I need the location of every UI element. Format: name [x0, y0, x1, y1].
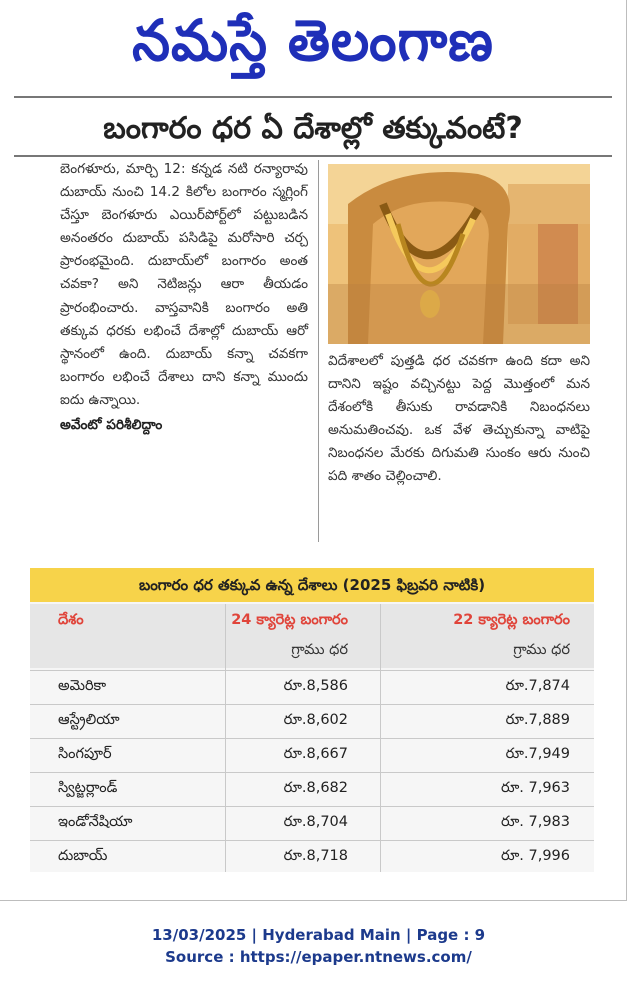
- unit-24-carat: గ్రాము ధర: [291, 642, 348, 658]
- price-24k-cell: రూ.8,586: [283, 678, 348, 694]
- country-cell: సింగపూర్: [58, 746, 112, 762]
- article-left-column: [60, 158, 308, 437]
- price-24k-cell: రూ.8,682: [283, 780, 348, 796]
- article-headline: బంగారం ధర ఏ దేశాల్లో తక్కువంటే?: [103, 111, 523, 146]
- country-cell: ఇండోనేషియా: [58, 814, 133, 830]
- price-22k-cell: రూ.7,874: [505, 678, 570, 694]
- article-right-text: విదేశాలలో పుత్తడి ధర చవకగా ఉంది కదా అని దానిని ఇష్టం వచ్చినట్టు పెద్ద మొత్తంలో మన దేశంలోకి తీసుకు రావడానికి నిబంధనలు అనుమతించవు. ఒక వేళ తెచ్చుకున్నా వాటిపై నిబంధనల మేరకు దిగుమతి సుంకం ఆరు నుంచి పది శాతం చెల్లించాలి.: [328, 353, 590, 485]
- table-row: [30, 806, 594, 841]
- table-row: [30, 704, 594, 739]
- table-row: [30, 738, 594, 773]
- article-left-text: బెంగళూరు, మార్చి 12: కన్నడ నటి రన్యారావు దుబాయ్‌ నుంచి 14.2 కిలోల బంగారం స్మగ్లింగ్‌ చేస్తూ బెంగళూరు ఎయిర్‌పోర్ట్‌లో పట్టుబడిన అనంతరం దుబాయ్‌ పసిడిపై మరోసారి చర్చ ప్రారంభమైంది. దుబాయ్‌లో బంగారం అంత చవకా? అని నెటిజన్లు ఆరా తీయడం ప్రారంభించారు. వాస్తవానికి బంగారం అతి తక్కువ ధరకు లభించే దేశాల్లో దుబాయ్‌ ఆరో స్థానంలో ఉంది. దుబాయ్‌ కన్నా చవకగా బంగారం లభించే దేశాలు దాని కన్నా ముందు ఐదు ఉన్నాయి.: [60, 161, 308, 408]
- country-cell: అమెరికా: [58, 678, 107, 694]
- country-cell: స్విట్జర్లాండ్: [58, 780, 118, 796]
- table-row: [30, 772, 594, 807]
- table-row: [30, 840, 594, 875]
- country-cell: ఆస్ట్రేలియా: [58, 712, 120, 728]
- header-22-carat: 22 క్యారెట్ల బంగారం: [453, 612, 570, 628]
- price-22k-cell: రూ.7,889: [505, 712, 570, 728]
- masthead-divider: [14, 96, 612, 98]
- price-22k-cell: రూ. 7,983: [500, 814, 570, 830]
- price-24k-cell: రూ.8,602: [283, 712, 348, 728]
- masthead-title: నమస్తే తెలంగాణ: [132, 7, 494, 74]
- price-24k-cell: రూ.8,704: [283, 814, 348, 830]
- header-24-carat: 24 క్యారెట్ల బంగారం: [231, 612, 348, 628]
- price-22k-cell: రూ. 7,996: [500, 848, 570, 864]
- table-title: బంగారం ధర తక్కువ ఉన్న దేశాలు (2025 ఫిబ్రవరి నాటికి): [30, 568, 594, 602]
- gold-jewellery-photo: [328, 164, 590, 344]
- footer-source-link[interactable]: Source : https://epaper.ntnews.com/: [165, 948, 472, 966]
- footer-date-edition: 13/03/2025 | Hyderabad Main | Page : 9: [151, 926, 486, 944]
- headline-divider: [14, 155, 612, 157]
- price-24k-cell: రూ.8,667: [283, 746, 348, 762]
- gold-price-table: [30, 568, 594, 872]
- gold-necklace-illustration: [328, 164, 590, 344]
- column-divider: [318, 160, 319, 542]
- table-header: [30, 604, 594, 668]
- price-22k-cell: రూ. 7,963: [500, 780, 570, 796]
- country-cell: దుబాయ్: [58, 848, 108, 864]
- price-22k-cell: రూ.7,949: [505, 746, 570, 762]
- header-country: దేశం: [58, 612, 84, 628]
- unit-22-carat: గ్రాము ధర: [513, 642, 570, 658]
- price-24k-cell: రూ.8,718: [283, 848, 348, 864]
- table-row: [30, 670, 594, 705]
- article-byline: అవేంటో పరిశీలిద్దాం: [60, 417, 163, 434]
